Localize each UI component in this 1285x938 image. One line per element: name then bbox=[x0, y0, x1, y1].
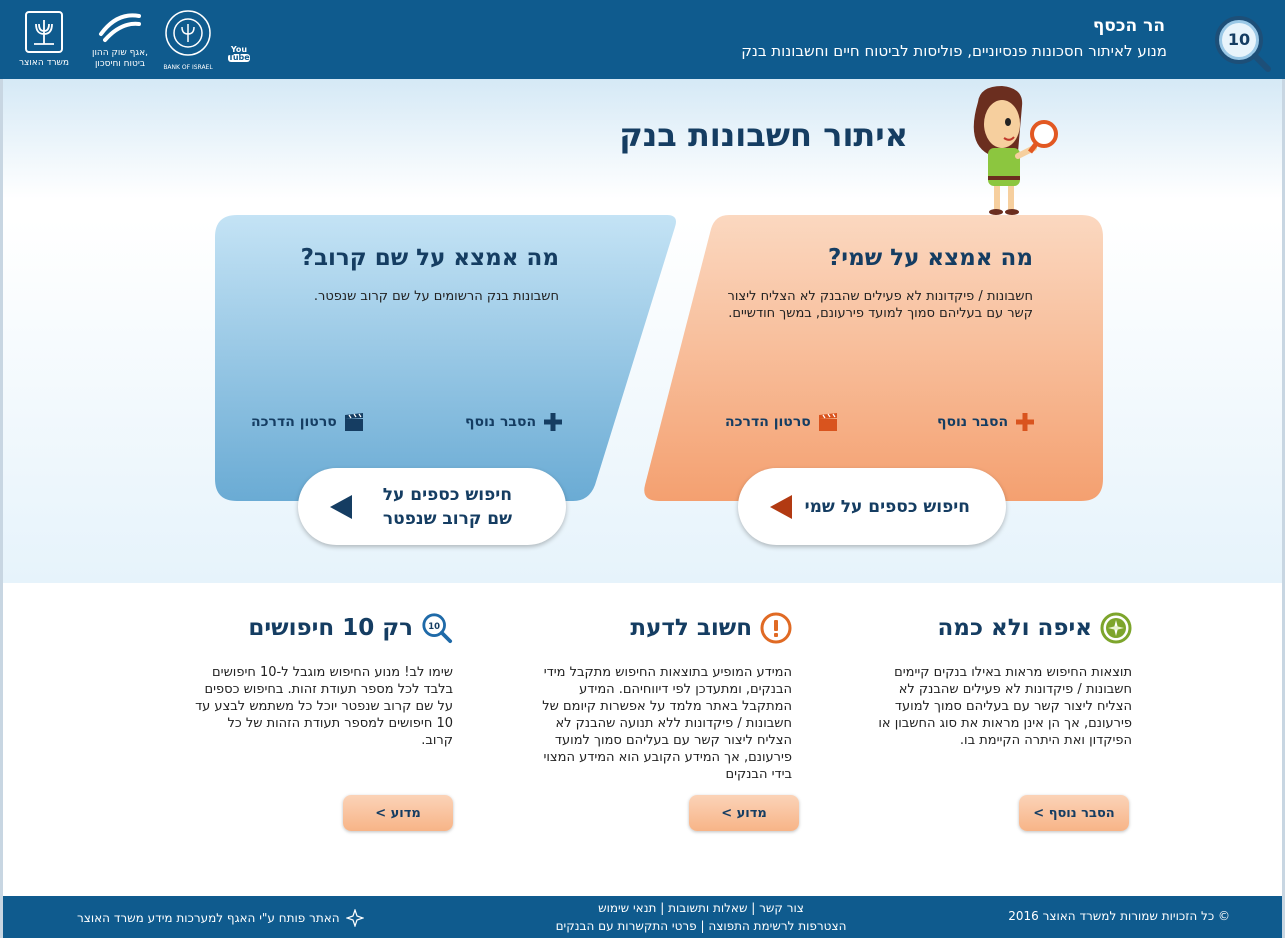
search-mine-label: חיפוש כספים על שמי bbox=[804, 496, 970, 517]
plus-icon bbox=[1014, 411, 1036, 433]
svg-text:10: 10 bbox=[1227, 30, 1251, 49]
video-clapper-icon bbox=[343, 411, 365, 433]
developer-credit-text: האתר פותח ע"י האגף למערכות מידע משרד האוצר bbox=[77, 911, 340, 925]
footer-separator: | bbox=[751, 901, 756, 915]
bank-of-israel-logo[interactable] bbox=[162, 8, 214, 73]
relative-more-info-link[interactable] bbox=[465, 411, 564, 433]
capital-market-label2: ביטוח וחיסכון bbox=[94, 59, 146, 69]
mine-more-info-label: הסבר נוסף bbox=[937, 414, 1009, 430]
magnifier-ten-icon bbox=[421, 612, 453, 644]
girl-with-magnifier-illustration bbox=[958, 82, 1062, 216]
arrow-left-icon bbox=[768, 493, 794, 521]
info-important bbox=[452, 610, 792, 783]
video-clapper-icon bbox=[817, 411, 839, 433]
relative-card-title: מה אמצא על שם קרוב? bbox=[300, 245, 559, 271]
more-info-button[interactable]: הסבר נוסף > bbox=[1019, 795, 1129, 831]
relative-video-link[interactable] bbox=[251, 411, 365, 433]
info-where-not-how-much bbox=[792, 610, 1132, 749]
mine-card-title: מה אמצא על שמי? bbox=[827, 245, 1033, 271]
footer-separator: | bbox=[700, 919, 705, 933]
search-relative-line2: שם קרוב שנפטר bbox=[382, 508, 512, 529]
treasury-label: משרד האוצר bbox=[18, 58, 70, 68]
site-subtitle: מנוע לאיתור חסכונות פנסיוניים, פוליסות לביטוח חיים וחשבונות בנק bbox=[741, 42, 1167, 60]
arrow-left-icon bbox=[328, 493, 354, 521]
site-header bbox=[0, 0, 1285, 79]
bank-seal-icon bbox=[163, 8, 213, 58]
why-button-ten-searches[interactable]: מדוע > bbox=[343, 795, 453, 831]
relative-card-text: חשבונות בנק הרשומים על שם קרוב שנפטר. bbox=[313, 289, 559, 304]
developer-credit bbox=[77, 909, 364, 927]
site-footer bbox=[3, 896, 1282, 938]
info-ten-text: שימו לב! מנוע החיפוש מוגבל ל-10 חיפושים בלבד לכל מספר תעודת זהות. בחיפוש כספים על שם קרוב שנפטר יוכל כל משתמש לבצע עד 10 חיפושים למספר תעודת הזהות של כל קרוב. bbox=[195, 665, 453, 748]
footer-link-contact[interactable]: צור קשר bbox=[759, 901, 804, 915]
mine-card-text: חשבונות / פיקדונות לא פעילים שהבנק לא הצליח ליצור קשר עם בעליהם סמוך למועד פירעונם, במשך חודשיים. bbox=[727, 289, 1033, 321]
plus-icon bbox=[542, 411, 564, 433]
footer-link-mailing-list[interactable]: הצטרפות לרשימת התפוצה bbox=[708, 919, 847, 933]
treasury-logo[interactable] bbox=[16, 10, 72, 69]
info-important-title: חשוב לדעת bbox=[630, 615, 752, 641]
mine-more-info-link[interactable] bbox=[937, 411, 1036, 433]
capital-market-label1: אגף שוק ההון, bbox=[92, 48, 148, 58]
search-relative-button[interactable] bbox=[298, 468, 566, 545]
relative-more-info-label: הסבר נוסף bbox=[465, 414, 537, 430]
info-ten-searches bbox=[113, 610, 453, 749]
mine-video-link[interactable] bbox=[725, 411, 839, 433]
search-relative-line1: חיפוש כספים על bbox=[382, 484, 512, 505]
page-title: איתור חשבונות בנק bbox=[619, 116, 908, 154]
capital-market-logo[interactable] bbox=[84, 10, 156, 70]
search-mine-button[interactable] bbox=[738, 468, 1006, 545]
youtube-label1: You bbox=[230, 45, 248, 54]
site-title[interactable]: הר הכסף bbox=[1092, 16, 1165, 36]
footer-separator: | bbox=[660, 901, 665, 915]
compass-icon bbox=[1100, 612, 1132, 644]
relative-video-label: סרטון הדרכה bbox=[251, 414, 337, 430]
why-button-important[interactable]: מדוע > bbox=[689, 795, 799, 831]
search-relative-text bbox=[383, 468, 512, 545]
exclamation-icon bbox=[760, 612, 792, 644]
ten-years-logo-icon[interactable] bbox=[1213, 14, 1271, 72]
svg-text:10: 10 bbox=[428, 620, 441, 631]
mine-search-card bbox=[641, 215, 1103, 501]
info-important-text: המידע המופיע בתוצאות החיפוש מתקבל מידי הבנקים, ומתעדכן לפי דיווחיהם. המידע המתקבל באתר מלמד על אפשרות קיומם של חשבונות / פיקדונות ללא תנועה שהבנק לא הצליח ליצור קשר עם בעליהם סמוך למועד פירעונם, אך המידע הקובע הוא המידע המצוי בידי הבנקים bbox=[542, 665, 792, 782]
mine-video-label: סרטון הדרכה bbox=[725, 414, 811, 430]
footer-link-bank-contacts[interactable]: פרטי התקשרות עם הבנקים bbox=[555, 919, 697, 933]
footer-links bbox=[551, 899, 851, 935]
copyright-text: © כל הזכויות שמורות למשרד האוצר 2016 bbox=[1008, 909, 1230, 923]
relative-search-card bbox=[215, 215, 677, 501]
footer-link-faq[interactable]: שאלות ותשובות bbox=[668, 901, 748, 915]
info-ten-title: רק 10 חיפושים bbox=[248, 615, 413, 641]
youtube-label2: Tube bbox=[228, 53, 250, 62]
star-emblem-icon bbox=[346, 909, 364, 927]
footer-link-terms[interactable]: תנאי שימוש bbox=[598, 901, 657, 915]
menorah-emblem-icon bbox=[24, 10, 64, 54]
info-where-text: תוצאות החיפוש מראות באילו בנקים קיימים חשבונות / פיקדונות לא פעילים שהבנק לא הצליח ליצור קשר עם בעליהם סמוך למועד פירעונם, אך הן אינן מראות את סוג החשבון או הפיקדון ואת היתרה הקיימת בו. bbox=[878, 665, 1132, 748]
youtube-logo-icon[interactable] bbox=[228, 46, 250, 62]
info-where-title: איפה ולא כמה bbox=[937, 615, 1092, 641]
bank-of-israel-label: BANK OF ISRAEL bbox=[163, 64, 213, 71]
capital-market-wave-icon bbox=[97, 10, 143, 44]
